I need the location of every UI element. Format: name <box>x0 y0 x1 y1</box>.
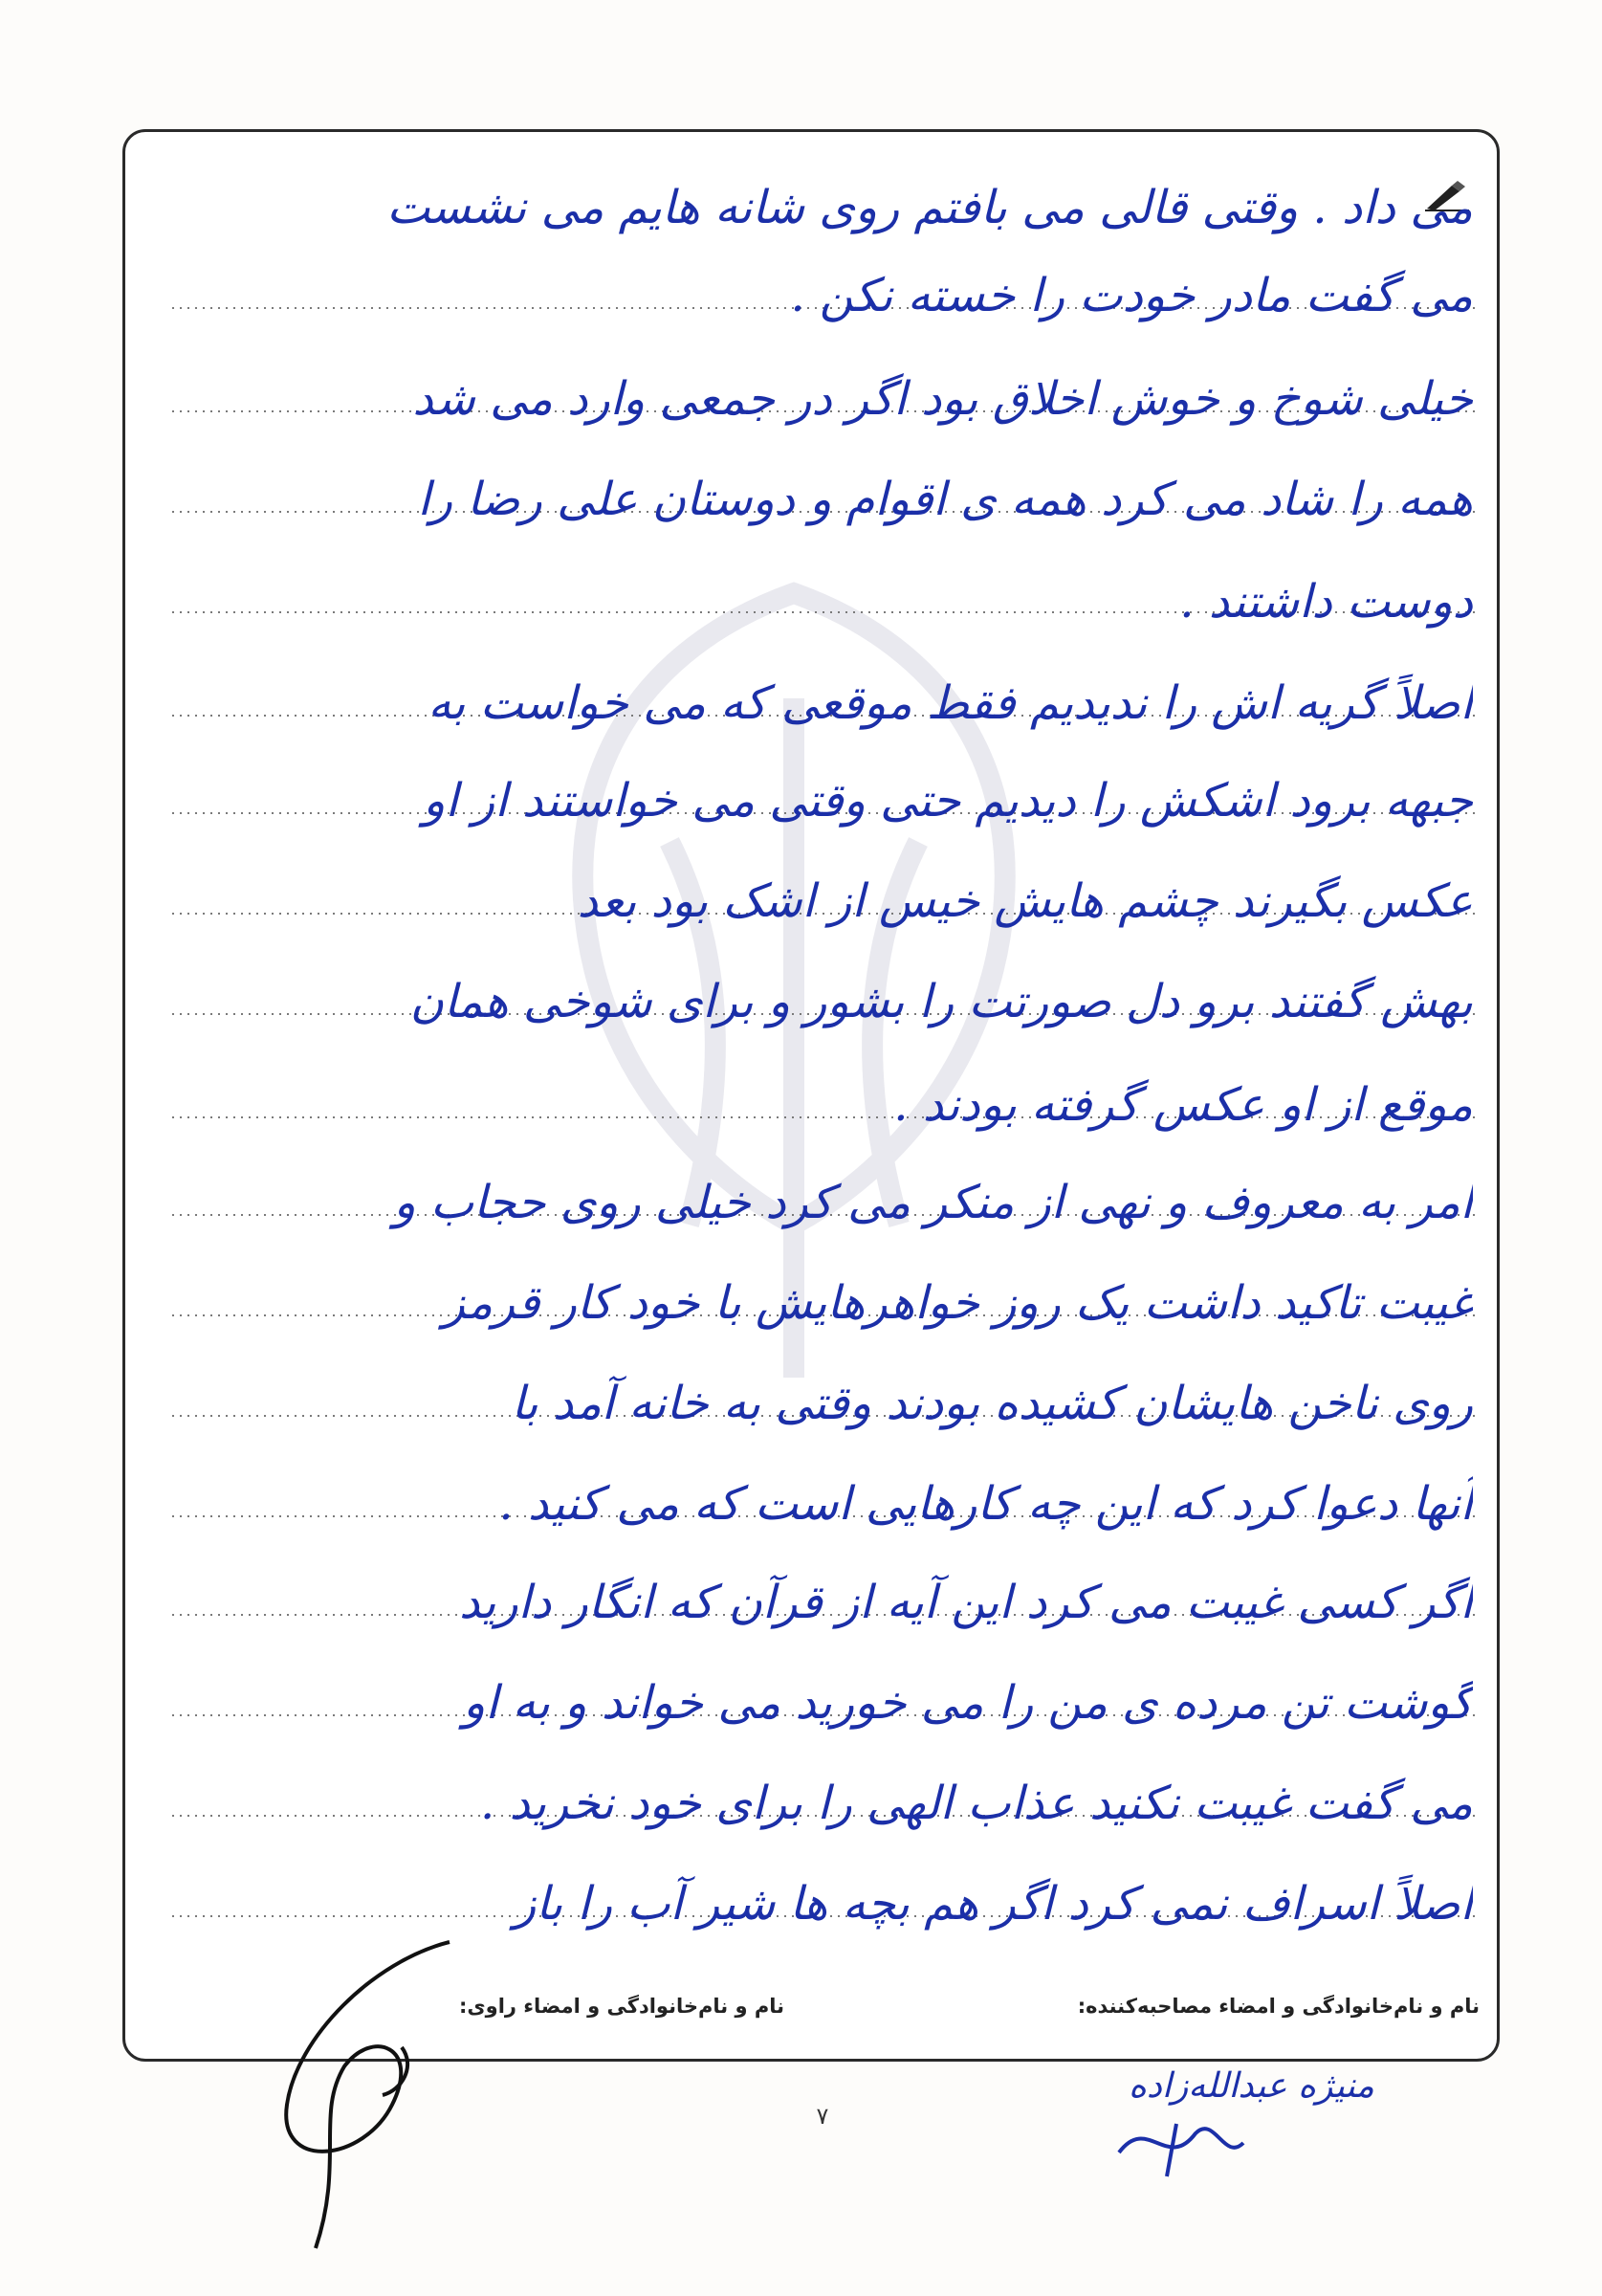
handwritten-line: جبهه برود اشکش را دیدیم حتی وقتی می خواستند از او <box>423 774 1473 828</box>
interviewer-signature-scribble <box>1109 2095 1253 2181</box>
interviewer-signature-label: نام و نام‌خانوادگی و امضاء مصاحبه‌کننده: <box>1077 1995 1480 2018</box>
handwritten-line: روی ناخن هایشان کشیده بودند وقتی به خانه آمد با <box>511 1377 1473 1430</box>
handwritten-line: غیبت تاکید داشت یک روز خواهرهایش با خود کار قرمز <box>442 1276 1473 1330</box>
handwritten-line: امر به معروف و نهی از منکر می کرد خیلی روی حجاب و <box>393 1176 1473 1229</box>
handwritten-line: بهش گفتند برو دل صورتت را بشور و برای شوخی همان <box>409 975 1473 1028</box>
handwritten-line: می گفت غیبت نکنید عذاب الهی را برای خود نخرید . <box>480 1777 1473 1830</box>
handwritten-line: اگر کسی غیبت می کرد این آیه از قرآن که انگار دارید <box>458 1576 1473 1629</box>
handwritten-line: خیلی شوخ و خوش اخلاق بود اگر در جمعی وارد می شد <box>412 372 1473 426</box>
handwritten-line: می داد . وقتی قالی می بافتم روی شانه هایم می نشست <box>386 181 1473 234</box>
handwritten-line: همه را شاد می کرد همه ی اقوام و دوستان علی رضا را <box>417 473 1473 526</box>
handwritten-line: می گفت مادر خودت را خسته نکن . <box>790 269 1473 322</box>
handwritten-line: دوست داشتند . <box>1179 575 1473 629</box>
page-number: ۷ <box>816 2103 829 2130</box>
handwritten-line: موقع از او عکس گرفته بودند . <box>893 1078 1473 1132</box>
handwritten-line: اصلاً گریه اش را ندیدیم فقط موقعی که می خواست به <box>428 676 1473 730</box>
handwritten-line: اصلاً اسراف نمی کرد اگر هم بچه ها شیر آب را باز <box>514 1877 1473 1931</box>
narrator-signature-label: نام و نام‌خانوادگی و امضاء راوی: <box>459 1995 784 2018</box>
handwritten-line: عکس بگیرند چشم هایش خیس از اشک بود بعد <box>577 874 1473 928</box>
handwritten-line: آنها دعوا کرد که این چه کارهایی است که می کنید . <box>498 1477 1473 1531</box>
interviewer-signature-name: منیژه عبدالله‌زاده <box>1129 2066 1374 2106</box>
handwritten-line: گوشت تن مرده ی من را می خورید می خواند و به او <box>463 1676 1473 1730</box>
